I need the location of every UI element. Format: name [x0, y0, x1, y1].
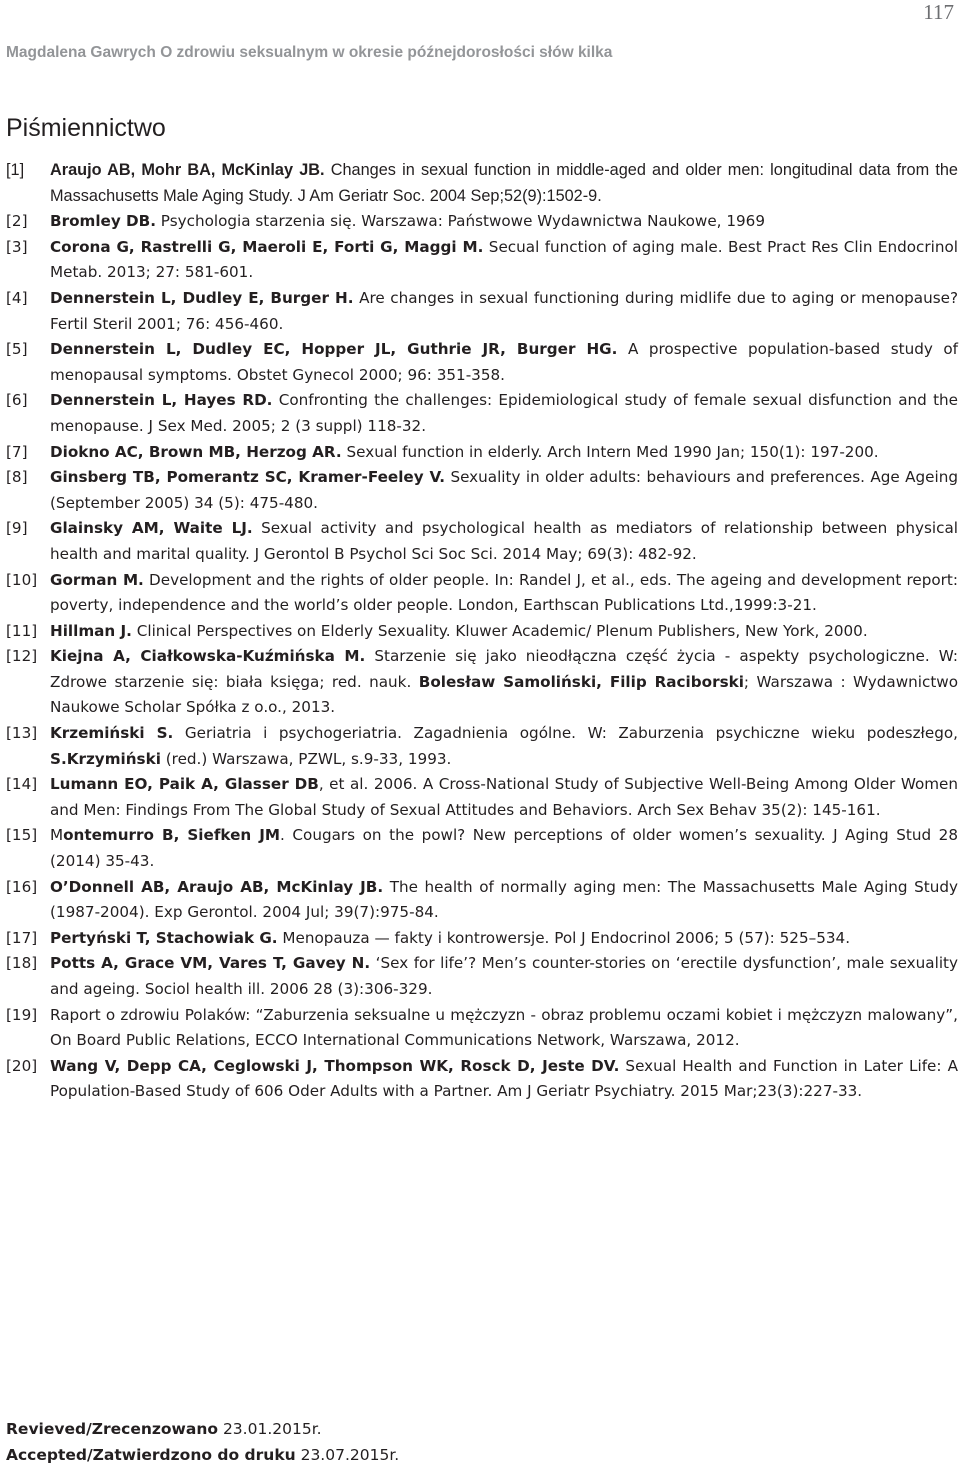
reference-item [6, 235, 958, 286]
reference-number: [8] [6, 468, 28, 487]
reference-number: [17] [6, 928, 38, 947]
reference-text: Are changes in sexual functioning during midlife due to aging or menopause? Fertil Steril 2001; 76: 456-460. [50, 288, 959, 333]
reference-authors: Krzemiński S. [50, 724, 174, 743]
reference-text: Sexuality in older adults: behaviours and preferences. Age Ageing (September 2005) 34 (5): 475-480. [50, 468, 958, 512]
accepted-label: Accepted/Zatwierdzono do druku [6, 1445, 296, 1464]
reference-text: Starzenie się jako nieodłączna część życia - aspekty psychologiczne. W: Zdrowe starzenie się: biała księga; red. nauk. [50, 647, 958, 691]
reference-item [6, 209, 958, 235]
reference-number: [20] [6, 1056, 38, 1075]
reference-number: [16] [6, 877, 38, 896]
accepted-line [6, 1443, 399, 1469]
reference-item [6, 158, 958, 209]
reference-number: [4] [6, 288, 28, 307]
reference-authors-initial: M [50, 826, 64, 845]
running-header: Magdalena Gawrych O zdrowiu seksualnym w okresie późnejdorosłości słów kilka [6, 44, 613, 61]
reference-item [6, 1003, 958, 1054]
reference-number: [10] [6, 570, 38, 589]
reference-authors-secondary: Bolesław Samoliński, Filip Raciborski [418, 672, 744, 691]
reviewed-date: 23.01.2015r. [218, 1420, 322, 1438]
reference-authors: Ginsberg TB, Pomerantz SC, Kramer-Feeley V. [50, 468, 446, 487]
reference-authors: Hillman J. [50, 621, 132, 640]
accepted-date: 23.07.2015r. [295, 1445, 400, 1464]
reference-item [6, 286, 958, 337]
reference-item [6, 619, 958, 645]
reference-authors: Diokno AC, Brown MB, Herzog AR. [50, 442, 342, 461]
reference-authors: O’Donnell AB, Araujo AB, McKinlay JB. [50, 877, 384, 896]
reference-authors: Dennerstein L, Hayes RD. [50, 391, 273, 410]
reference-text: Sexual Health and Function in Later Life: A Population-Based Study of 606 Oder Adults with a Partner. Am J Geriatr Psychiatry. 2015 Mar;23(3):227-33. [50, 1056, 958, 1101]
reference-authors: Lumann EO, Paik A, Glasser DB [50, 775, 319, 794]
reference-authors: Pertyński T, Stachowiak G. [50, 928, 278, 947]
reference-number: [9] [6, 519, 28, 538]
reference-number: [7] [6, 442, 28, 461]
reference-item [6, 644, 958, 721]
reference-text: Menopauza — fakty i kontrowersje. Pol J Endocrinol 2006; 5 (57): 525–534. [277, 928, 851, 947]
reference-text: Psychologia starzenia się. Warszawa: Państwowe Wydawnictwa Naukowe, 1969 [155, 212, 765, 231]
reference-text-continued: ; Warszawa : Wydawnictwo Naukowe Scholar Spółka z o.o., 2013. [50, 672, 959, 717]
reference-authors: Dennerstein L, Dudley E, Burger H. [50, 288, 354, 307]
reference-number: [3] [6, 237, 28, 256]
reviewed-label: Revieved/Zrecenzowano [6, 1420, 219, 1438]
reference-number: [11] [6, 621, 38, 640]
page-number: 117 [923, 0, 954, 24]
reference-text: . Cougars on the powl? New perceptions of older women’s sexuality. J Aging Stud 28 (2014) 35-43. [50, 826, 959, 871]
reference-text: The health of normally aging men: The Massachusetts Male Aging Study (1987-2004). Exp Gerontol. 2004 Jul; 39(7):975-84. [50, 877, 958, 922]
reference-text: Clinical Perspectives on Elderly Sexuality. Kluwer Academic/ Plenum Publishers, New York, 2000. [131, 621, 868, 640]
reference-text: Sexual activity and psychological health as mediators of relationship between physical health and marital quality. J Gerontol B Psychol Sci Soc Sci. 2014 May; 69(3): 482-92. [50, 519, 958, 563]
reference-number: [15] [6, 826, 38, 845]
reference-authors: Araujo AB, Mohr BA, McKinlay JB. [50, 161, 325, 179]
reference-item [6, 1054, 958, 1105]
reference-number: [12] [6, 647, 38, 666]
reference-number: [19] [6, 1005, 38, 1024]
reference-item [6, 926, 958, 952]
reference-text: , et al. 2006. A Cross-National Study of Subjective Well-Being Among Older Women and Men: Findings From The Global Study of Sexual Attitudes and Behaviors. Arch Sex Behav 35(2): 145-161. [50, 775, 958, 819]
reference-item [6, 721, 958, 772]
reference-authors: ontemurro B, Siefken JM [63, 826, 281, 845]
reference-item [6, 772, 958, 823]
reference-number: [18] [6, 954, 38, 973]
review-dates [6, 1417, 399, 1468]
reference-text: Geriatria i psychogeriatria. Zagadnienia ogólne. W: Zaburzenia psychiczne wieku podeszłego, [173, 724, 958, 743]
reference-text: Secual function of aging male. Best Pract Res Clin Endocrinol Metab. 2013; 27: 581-601. [50, 237, 958, 282]
reference-item [6, 951, 958, 1002]
reference-authors: Kiejna A, Ciałkowska-Kuźmińska M. [50, 647, 366, 666]
reference-list [6, 158, 958, 1105]
reference-number: [1] [6, 161, 25, 179]
reference-item [6, 568, 958, 619]
reference-authors: Corona G, Rastrelli G, Maeroli E, Forti G, Maggi M. [50, 237, 484, 256]
reference-authors: Bromley DB. [50, 212, 156, 231]
reference-text: Development and the rights of older people. In: Randel J, et al., eds. The ageing and development report: poverty, independence and the world’s older people. London, Earthscan Publications Ltd.,1999:3-21. [50, 570, 958, 615]
reference-text: A prospective population-based study of menopausal symptoms. Obstet Gynecol 2000; 96: 351-358. [50, 340, 959, 384]
reference-number: [13] [6, 724, 38, 743]
reference-item [6, 440, 958, 466]
reference-number: [2] [6, 212, 28, 231]
reference-authors: Glainsky AM, Waite LJ. [50, 519, 253, 538]
reference-number: [5] [6, 340, 28, 359]
reference-authors: Gorman M. [50, 570, 144, 589]
reference-number: [6] [6, 391, 28, 410]
reference-item [6, 465, 958, 516]
reference-text-continued: (red.) Warszawa, PZWL, s.9-33, 1993. [160, 749, 452, 768]
reference-text: Raport o zdrowiu Polaków: “Zaburzenia seksualne u mężczyzn - obraz problemu oczami kobiet i mężczyzn malowany”, On Board Public Relations, ECCO International Communications Network, Warszawa, 2012. [50, 1005, 958, 1050]
reference-item [6, 823, 958, 874]
reference-number: [14] [6, 775, 38, 794]
reference-text: Sexual function in elderly. Arch Intern Med 1990 Jan; 150(1): 197-200. [341, 442, 879, 461]
reference-authors: Dennerstein L, Dudley EC, Hopper JL, Guthrie JR, Burger HG. [50, 340, 618, 359]
reference-text: Changes in sexual function in middle-aged and older men: longitudinal data from the Massachusetts Male Aging Study. J Am Geriatr Soc. 2004 Sep;52(9):1502-9. [50, 161, 958, 205]
reference-item [6, 388, 958, 439]
reference-item [6, 875, 958, 926]
reference-text: Confronting the challenges: Epidemiological study of female sexual disfunction and the menopause. J Sex Med. 2005; 2 (3 suppl) 118-32. [50, 391, 958, 435]
reference-item [6, 516, 958, 567]
reference-authors: Wang V, Depp CA, Ceglowski J, Thompson WK, Rosck D, Jeste DV. [50, 1056, 620, 1075]
reference-authors-secondary: S.Krzymiński [50, 749, 161, 768]
reference-authors: Potts A, Grace VM, Vares T, Gavey N. [50, 954, 371, 973]
reviewed-line [6, 1417, 399, 1443]
section-title: Piśmiennictwo [6, 114, 166, 142]
reference-item [6, 337, 958, 388]
reference-text: ‘Sex for life’? Men’s counter-stories on ‘erectile dysfunction’, male sexuality and ageing. Sociol health ill. 2006 28 (3):306-329. [50, 954, 958, 998]
